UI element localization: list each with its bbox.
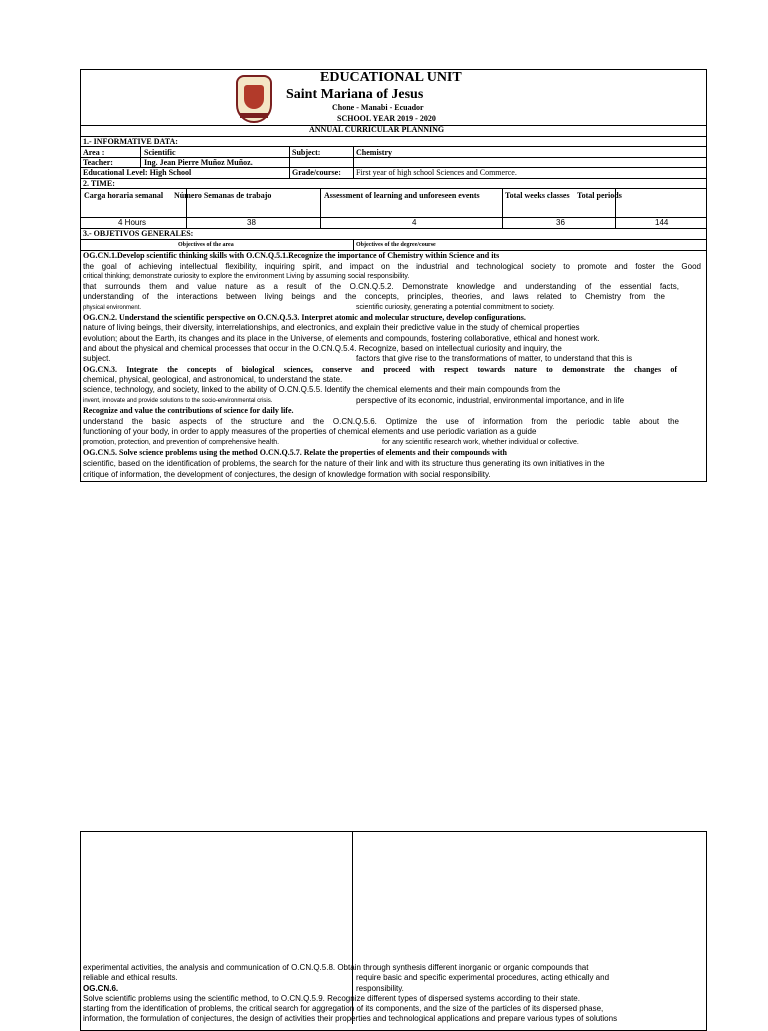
time-col-total-periods: Total periods (577, 191, 622, 200)
objective-line: promotion, protection, and prevention of comprehensive health. (83, 439, 280, 446)
objective-line: critique of information, the development of conjectures, the design of knowledge formation with social responsibility. (83, 470, 491, 479)
time-heading: 2. TIME: (83, 179, 115, 188)
objective-line: that surrounds them and value nature as a result of the O.CN.Q.5.2. Demonstrate knowledge and understanding of the essential facts, (83, 282, 679, 291)
objective-line: understand the basic aspects of the structure and the O.CN.Q.5.6. Optimize the use of information from the periodic table about the (83, 417, 679, 426)
objective-line: functioning of your body, in order to apply measures of the properties of chemical elements and use periodic variation as a guide (83, 427, 537, 436)
teacher-label: Teacher: (83, 158, 113, 167)
objective-line: OG.CN.2. Understand the scientific perspective on O.CN.Q.5.3. Interpret atomic and molecular structure, develop configurations. (83, 313, 526, 322)
objectives-heading: 3.- OBJETIVOS GENERALES: (83, 229, 194, 238)
time-col-hours: Carga horaria semanal (84, 191, 164, 200)
objective-line: the goal of achieving intellectual flexibility, inquiring spirit, and impact on the industrial and technological society to promote and foster the Good (83, 262, 701, 271)
time-col-total-weeks: Total weeks classes (505, 191, 570, 200)
objective-line: Recognize and value the contributions of science for daily life. (83, 406, 294, 415)
school-year: SCHOOL YEAR 2019 - 2020 (337, 114, 436, 123)
time-value-assessment: 4 (412, 218, 417, 227)
school-crest-icon (236, 75, 272, 123)
objective-line: physical environment. (83, 305, 142, 311)
objective-line: subject. (83, 354, 111, 363)
objective-line: starting from the identification of problems, the critical search for aggregation of its components, and the size of the particles of its dispersed phase, (83, 1004, 604, 1013)
objective-line: scientific, based on the identification of problems, the search for the nature of their link and with its structure thus generating its own initiatives in the (83, 459, 605, 468)
objective-line: require basic and specific experimental procedures, acting ethically and (356, 973, 610, 982)
subject-value: Chemistry (356, 148, 392, 157)
objective-line: critical thinking; demonstrate curiosity to explore the environment Living by assuming social responsibility. (83, 273, 410, 280)
area-label: Area : (83, 148, 105, 157)
school-location: Chone - Manabi - Ecuador (332, 103, 424, 112)
teacher-value: Ing. Jean Pierre Muñoz Muñoz. (144, 158, 253, 167)
objective-line: invent, innovate and provide solutions to the socio-environmental crisis. (83, 398, 273, 404)
level-label: Educational Level: High School (83, 168, 192, 177)
objective-line: scientific curiosity, generating a potential commitment to society. (356, 304, 555, 311)
school-name: Saint Mariana of Jesus (286, 87, 424, 102)
time-value-weeks: 38 (247, 218, 256, 227)
objective-line: and about the physical and chemical processes that occur in the O.CN.Q.5.4. Recognize, based on intellectual curiosity and inquiry, the (83, 344, 562, 353)
time-col-weeks: Número Semanas de trabajo (174, 191, 272, 200)
objective-line: OG.CN.3. Integrate the concepts of biological sciences, conserve and proceed with respect towards nature to demonstrate the changes of (83, 365, 677, 374)
objective-line: OG.CN.5. Solve science problems using the method O.CN.Q.5.7. Relate the properties of elements and their compounds with (83, 448, 507, 457)
objective-line: chemical, physical, geological, and astronomical, to understand the state. (83, 375, 343, 384)
objective-line: science, technology, and society, linked to the ability of O.CN.Q.5.5. Identify the chemical elements and their main compounds from the (83, 385, 561, 394)
degree-objectives-header: Objectives of the degree/course (356, 242, 436, 248)
area-objectives-header: Objectives of the area (178, 242, 234, 248)
time-value-total-weeks: 36 (556, 218, 565, 227)
grade-value: First year of high school Sciences and Commerce. (356, 168, 517, 177)
objective-line: understanding of the interactions between living beings and the concepts, principles, theories, and laws related to Chemistry from the (83, 292, 665, 301)
time-value-total-periods: 144 (655, 218, 669, 227)
time-col-assessment: Assessment of learning and unforeseen events (324, 191, 480, 200)
objective-line: reliable and ethical results. (83, 973, 178, 982)
objective-line: for any scientific research work, whether individual or collective. (382, 439, 579, 446)
objective-line: experimental activities, the analysis and communication of O.CN.Q.5.8. Obtain through synthesis different inorganic or organic compounds that (83, 963, 589, 972)
time-value-hours: 4 Hours (118, 218, 147, 227)
area-value: Scientific (144, 148, 176, 157)
plan-title: ANNUAL CURRICULAR PLANNING (309, 125, 445, 134)
objective-line: nature of living beings, their diversity, interrelationships, and electronics, and explain their predictive value in the study of chemical properties (83, 323, 580, 332)
objective-line: information, the formulation of conjectures, the design of activities their properties and technological applications and prepare various types of solutions (83, 1014, 618, 1023)
grade-label: Grade/course: (292, 168, 341, 177)
objective-line: Solve scientific problems using the scientific method, to O.CN.Q.5.9. Recognize different types of dispersed systems according to their state. (83, 994, 580, 1003)
informative-heading: 1.- INFORMATIVE DATA: (83, 137, 178, 146)
unit-title: EDUCATIONAL UNIT (320, 70, 462, 85)
objective-line: OG.CN.6. (83, 984, 119, 993)
subject-label: Subject: (292, 148, 321, 157)
objective-line: perspective of its economic, industrial, environmental importance, and in life (356, 396, 625, 405)
objective-line: evolution; about the Earth, its changes and its place in the Universe, of elements and compounds, fostering collaborative, ethical and honest work. (83, 334, 600, 343)
objective-line: OG.CN.1.Develop scientific thinking skills with O.CN.Q.5.1.Recognize the importance of Chemistry within Science and its (83, 251, 500, 260)
objective-line: responsibility. (356, 984, 404, 993)
objective-line: factors that give rise to the transformations of matter, to understand that this is (356, 354, 633, 363)
